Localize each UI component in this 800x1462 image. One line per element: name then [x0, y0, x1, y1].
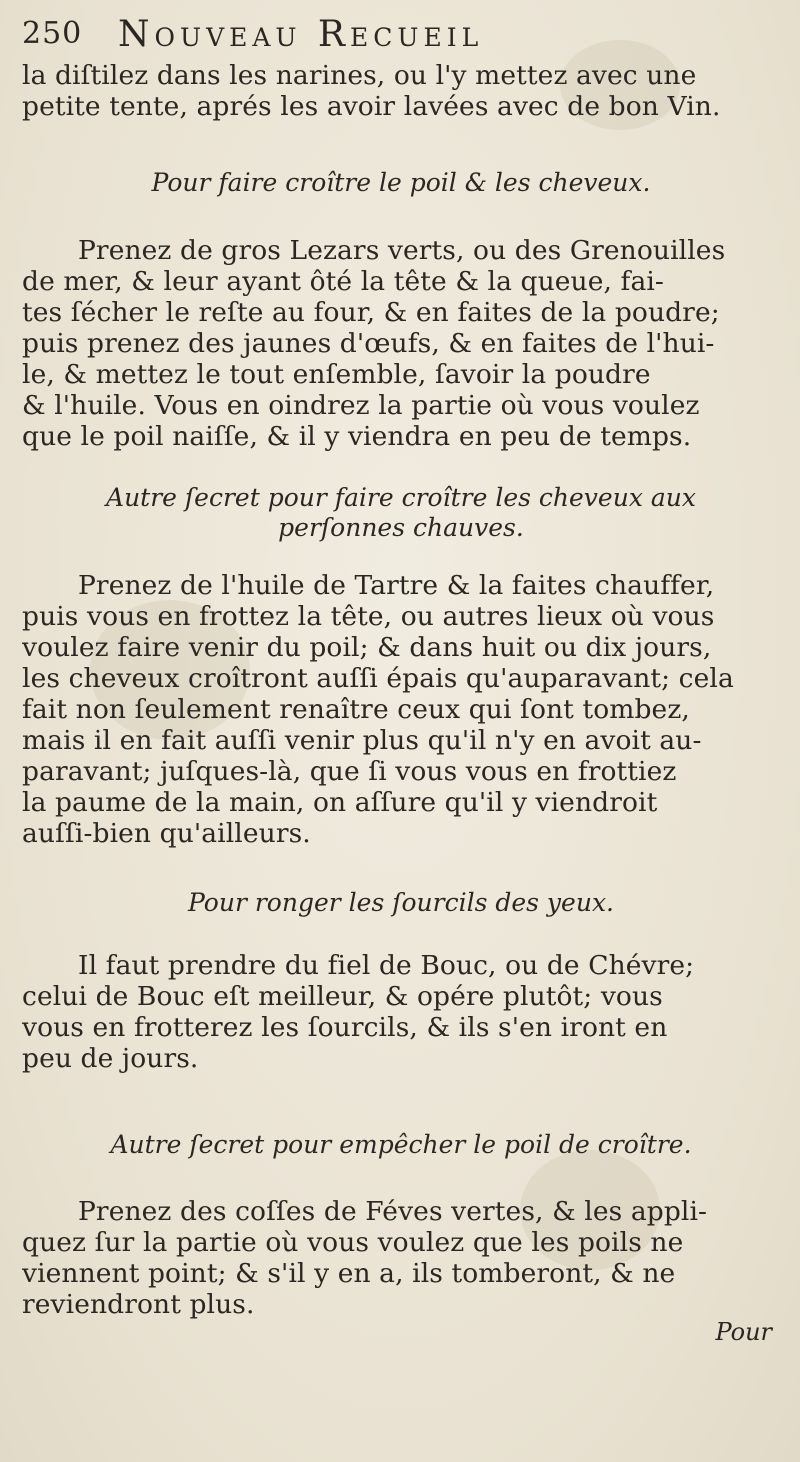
text-line: peu de jours.	[22, 1043, 199, 1074]
catchword: Pour	[715, 1318, 772, 1346]
section-body	[22, 235, 780, 452]
section-heading	[22, 168, 780, 198]
page-number: 250	[22, 16, 83, 51]
page-header	[22, 14, 792, 58]
text-line: les cheveux croîtront auſſi épais qu'auparavant; cela	[22, 663, 734, 694]
text-line: le, & mettez le tout enſemble, ſavoir la poudre	[22, 359, 651, 390]
section-body	[22, 950, 780, 1074]
running-head: Nouveau Recueil	[118, 14, 484, 55]
text-line: tes ſécher le reſte au four, & en faites de la poudre;	[22, 297, 720, 328]
continuation-text	[22, 60, 780, 122]
text-line: reviendront plus.	[22, 1289, 255, 1320]
text-line: mais il en fait auſſi venir plus qu'il n'y en avoit au-	[22, 725, 702, 756]
text-line: viennent point; & s'il y en a, ils tomberont, & ne	[22, 1258, 676, 1289]
section-body	[22, 570, 780, 849]
heading-line: perſonnes chauves.	[278, 513, 524, 542]
text-line: paravant; juſques-là, que ſi vous vous en frottiez	[22, 756, 677, 787]
text-line: quez ſur la partie où vous voulez que les poils ne	[22, 1227, 684, 1258]
text-line: de mer, & leur ayant ôté la tête & la queue, fai-	[22, 266, 664, 297]
text-line: puis vous en frottez la tête, ou autres lieux où vous	[22, 601, 715, 632]
text-line: auſſi-bien qu'ailleurs.	[22, 818, 311, 849]
text-line: petite tente, aprés les avoir lavées avec de bon Vin.	[22, 91, 721, 122]
text-line: & l'huile. Vous en oindrez la partie où vous voulez	[22, 390, 700, 421]
text-line: Prenez des coſſes de Féves vertes, & les appli-	[78, 1196, 708, 1227]
section-body	[22, 1196, 780, 1320]
text-line: la paume de la main, on aſſure qu'il y viendroit	[22, 787, 658, 818]
section-heading	[22, 888, 780, 918]
heading-line: Pour faire croître le poil & les cheveux.	[151, 168, 651, 197]
text-line: voulez faire venir du poil; & dans huit ou dix jours,	[22, 632, 712, 663]
text-line: celui de Bouc eſt meilleur, & opére plutôt; vous	[22, 981, 663, 1012]
heading-line: Pour ronger les ſourcils des yeux.	[188, 888, 614, 917]
text-line: vous en frotterez les ſourcils, & ils s'en iront en	[22, 1012, 668, 1043]
text-line: Prenez de l'huile de Tartre & la faites chauffer,	[78, 570, 715, 601]
heading-line: Autre ſecret pour empêcher le poil de croître.	[110, 1130, 692, 1159]
text-line: que le poil naiſſe, & il y viendra en peu de temps.	[22, 421, 692, 452]
text-line: fait non ſeulement renaître ceux qui ſont tombez,	[22, 694, 690, 725]
text-line: Il faut prendre du fiel de Bouc, ou de Chévre;	[78, 950, 695, 981]
section-heading	[22, 1130, 780, 1160]
text-line: la diſtilez dans les narines, ou l'y mettez avec une	[22, 60, 697, 91]
text-line: puis prenez des jaunes d'œufs, & en faites de l'hui-	[22, 328, 715, 359]
heading-line: Autre ſecret pour faire croître les cheveux aux	[106, 483, 696, 512]
section-heading	[22, 483, 780, 543]
text-line: Prenez de gros Lezars verts, ou des Grenouilles	[78, 235, 726, 266]
